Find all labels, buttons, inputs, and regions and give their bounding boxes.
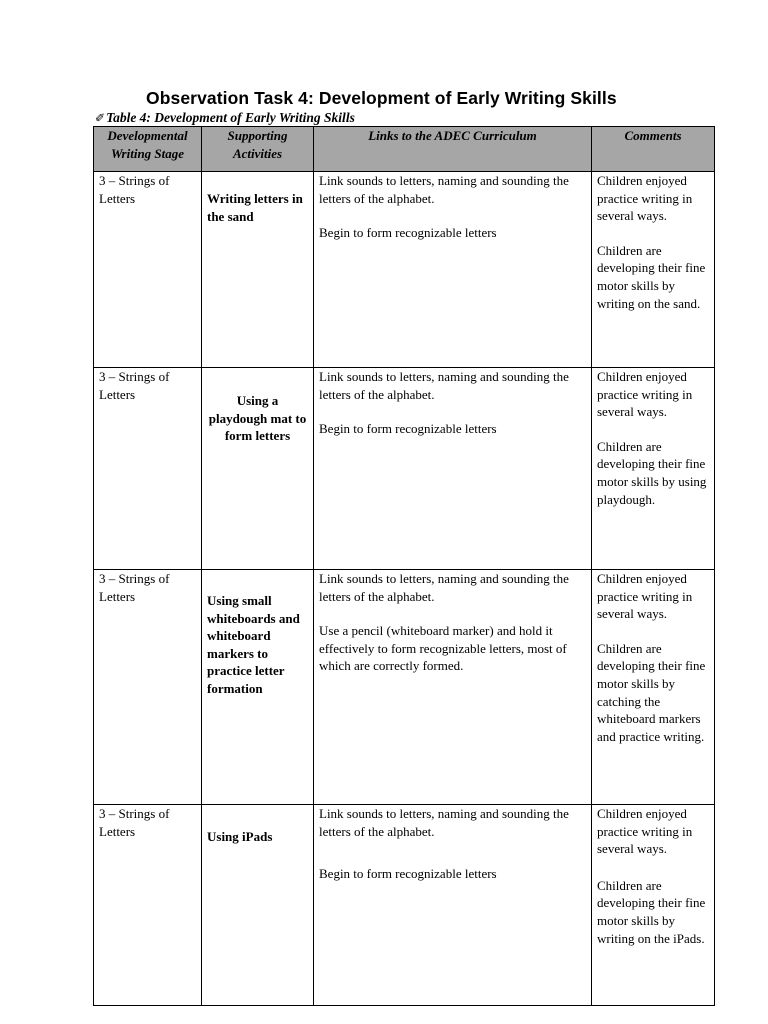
header-supporting-activities: Supporting Activities [202,127,314,172]
cell-writing-stage: 3 – Strings of Letters [94,368,202,570]
table-row [94,368,715,570]
comment-text: Children enjoyed practice writing in several ways. [597,173,693,224]
curriculum-link-text: Link sounds to letters, naming and sounding the letters of the alphabet. [319,806,569,839]
cell-activity [202,570,314,805]
curriculum-link-text: Begin to form recognizable letters [319,225,497,241]
cell-writing-stage: 3 – Strings of Letters [94,570,202,805]
comment-text: Children enjoyed practice writing in several ways. [597,571,693,622]
cell-writing-stage: 3 – Strings of Letters [94,805,202,1006]
curriculum-link-text: Begin to form recognizable letters [319,866,497,882]
table-caption [95,110,355,126]
activity-text: Using iPads [207,829,273,844]
comment-text: Children are developing their fine motor skills by catching the whiteboard markers and practice writing. [597,640,706,744]
table-row [94,570,715,805]
cell-writing-stage: 3 – Strings of Letters [94,172,202,368]
curriculum-link-text: Link sounds to letters, naming and sounding the letters of the alphabet. [319,369,569,402]
cell-curriculum-links [314,172,592,368]
observation-table [93,126,715,1006]
activity-text: Using small whiteboards and whiteboard markers to practice letter formation [207,593,300,696]
comment-text: Children are developing their fine motor skills by using playdough. [597,438,707,507]
cell-curriculum-links [314,570,592,805]
cell-comments [592,805,715,1006]
activity-text: Writing letters in the sand [207,191,303,224]
cell-comments [592,172,715,368]
cell-activity [202,368,314,570]
cell-activity [202,172,314,368]
comment-text: Children are developing their fine motor skills by writing on the iPads. [597,877,706,946]
comment-text: Children enjoyed practice writing in several ways. [597,369,693,420]
comment-text: Children are developing their fine motor skills by writing on the sand. [597,242,706,311]
curriculum-link-text: Use a pencil (whiteboard marker) and hold it effectively to form recognizable letters, most of which are correctly formed. [319,623,567,674]
curriculum-link-text: Begin to form recognizable letters [319,421,497,437]
header-comments: Comments [592,127,715,172]
table-row [94,805,715,1006]
table-caption-text: Table 4: Development of Early Writing Skills [106,110,355,125]
cell-activity [202,805,314,1006]
page-title: Observation Task 4: Development of Early Writing Skills [146,88,617,108]
curriculum-link-text: Link sounds to letters, naming and sounding the letters of the alphabet. [319,173,569,206]
cell-curriculum-links [314,805,592,1006]
pencil-icon: ✐ [95,111,106,125]
table-header-row [94,127,715,172]
cell-comments [592,570,715,805]
activity-text: Using a playdough mat to form letters [208,393,307,444]
comment-text: Children enjoyed practice writing in several ways. [597,806,693,857]
curriculum-link-text: Link sounds to letters, naming and sounding the letters of the alphabet. [319,571,569,604]
header-adec-curriculum: Links to the ADEC Curriculum [314,127,592,172]
header-writing-stage: Developmental Writing Stage [94,127,202,172]
table-row [94,172,715,368]
cell-comments [592,368,715,570]
cell-curriculum-links [314,368,592,570]
